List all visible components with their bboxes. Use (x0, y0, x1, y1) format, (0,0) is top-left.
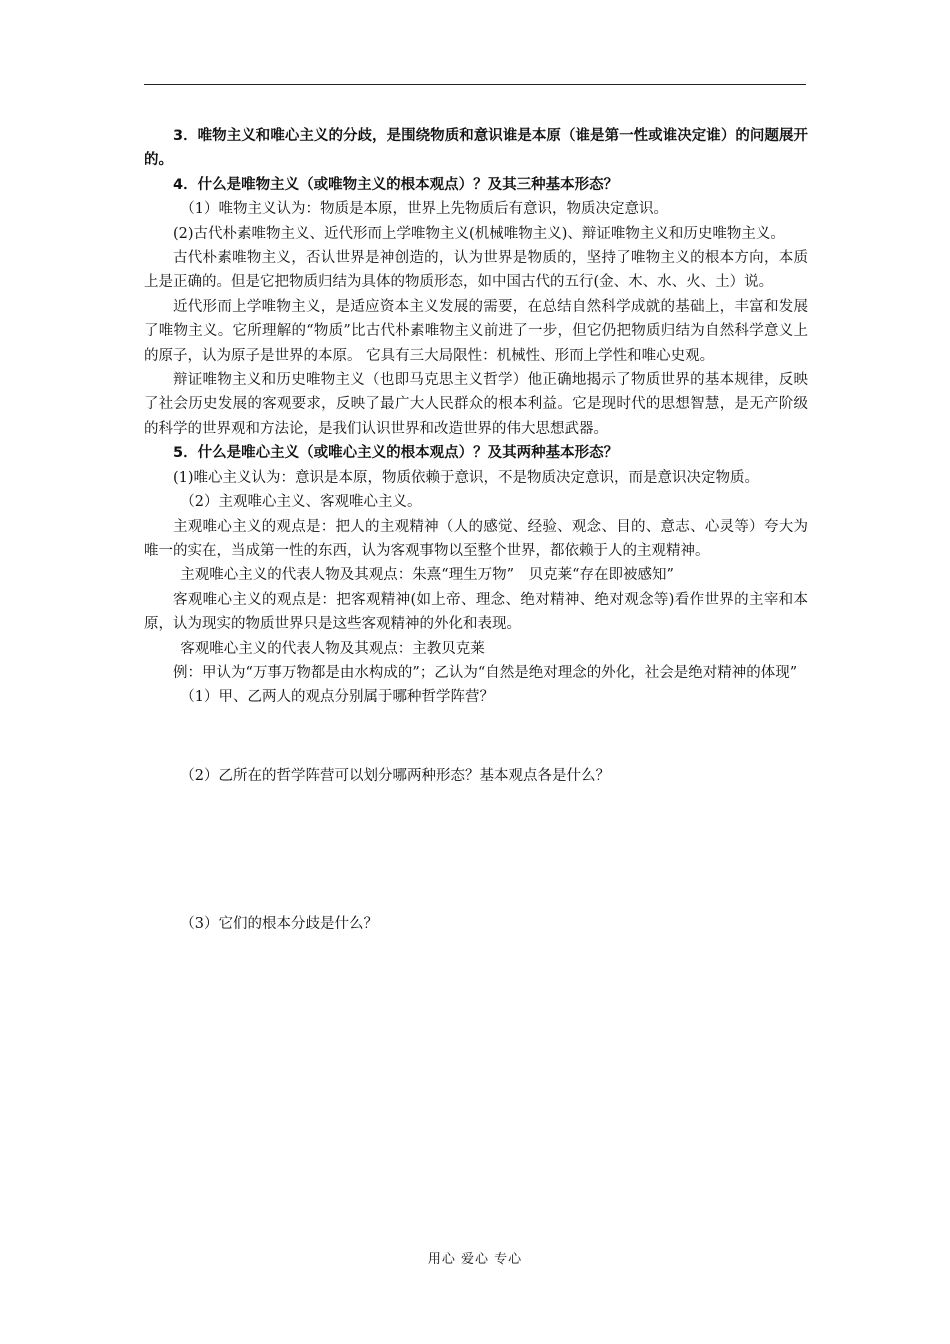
paragraph: 主观唯心主义的观点是：把人的主观精神（人的感觉、经验、观念、目的、意志、心灵等）夸大为唯一的实在，当成第一性的东西，认为客观事物以至整个世界，都依赖于人的主观精神。 (144, 518, 808, 559)
question-2: （2）乙所在的哲学阵营可以划分哪两种形态？基本观点各是什么？ (180, 767, 610, 784)
paragraph: 辩证唯物主义和历史唯物主义（也即马克思主义哲学）他正确地揭示了物质世界的基本规律，反映了社会历史发展的客观要求，反映了最广大人民群众的根本利益。它是现时代的思想智慧，是无产阶级的科学的世界观和方法论，是我们认识世界和改造世界的伟大思想武器。 (144, 372, 808, 437)
paragraph: 客观唯心主义的代表人物及其观点：主教贝克莱 (180, 640, 485, 657)
paragraph: （2）主观唯心主义、客观唯心主义。 (180, 494, 422, 511)
example-paragraph: 例：甲认为“万事万物都是由水构成的”；乙认为“自然是绝对理念的外化，社会是绝对精神的体现” (173, 664, 798, 681)
document-body (144, 124, 808, 937)
question-3: （3）它们的根本分歧是什么？ (180, 916, 378, 933)
paragraph: 客观唯心主义的观点是：把客观精神(如上帝、理念、绝对精神、绝对观念等)看作世界的主宰和本原，认为现实的物质世界只是这些客观精神的外化和表现。 (144, 591, 808, 633)
section-heading-5: 5．什么是唯心主义（或唯心主义的根本观点）？及其两种基本形态？ (173, 445, 619, 462)
paragraph: (2)古代朴素唯物主义、近代形而上学唯物主义(机械唯物主义)、辩证唯物主义和历史唯物主义。 (173, 225, 785, 242)
paragraph: 古代朴素唯物主义，否认世界是神创造的，认为世界是物质的，坚持了唯物主义的根本方向，本质上是正确的。但是它把物质归结为具体的物质形态，如中国古代的五行(金、木、水、火、土）说。 (144, 250, 808, 291)
header-rule (144, 84, 806, 85)
paragraph: 近代形而上学唯物主义，是适应资本主义发展的需要，在总结自然科学成就的基础上，丰富和发展了唯物主义。它所理解的“物质”比古代朴素唯物主义前进了一步，但它仍把物质归结为自然科学意义上的原子，认为原子是世界的本原。 它具有三大局限性：机械性、形而上学性和唯心史观。 (144, 298, 808, 364)
paragraph: 主观唯心主义的代表人物及其观点：朱熹“理生万物” 贝克莱“存在即被感知” (180, 567, 674, 584)
page-footer: 用心 爱心 专心 (427, 1252, 523, 1267)
question-1: （1）甲、乙两人的观点分别属于哪种哲学阵营？ (180, 689, 494, 706)
paragraph: (1)唯心主义认为：意识是本原，物质依赖于意识，不是物质决定意识，而是意识决定物质。 (173, 469, 760, 486)
section-heading-4: 4．什么是唯物主义（或唯物主义的根本观点）？及其三种基本形态？ (173, 176, 619, 193)
paragraph: （1）唯物主义认为：物质是本原，世界上先物质后有意识，物质决定意识。 (180, 201, 668, 218)
answer-space (144, 788, 808, 912)
answer-space (144, 710, 808, 764)
section-heading-3: 3．唯物主义和唯心主义的分歧，是围绕物质和意识谁是本原（谁是第一性或谁决定谁）的问题展开的。 (144, 128, 808, 169)
